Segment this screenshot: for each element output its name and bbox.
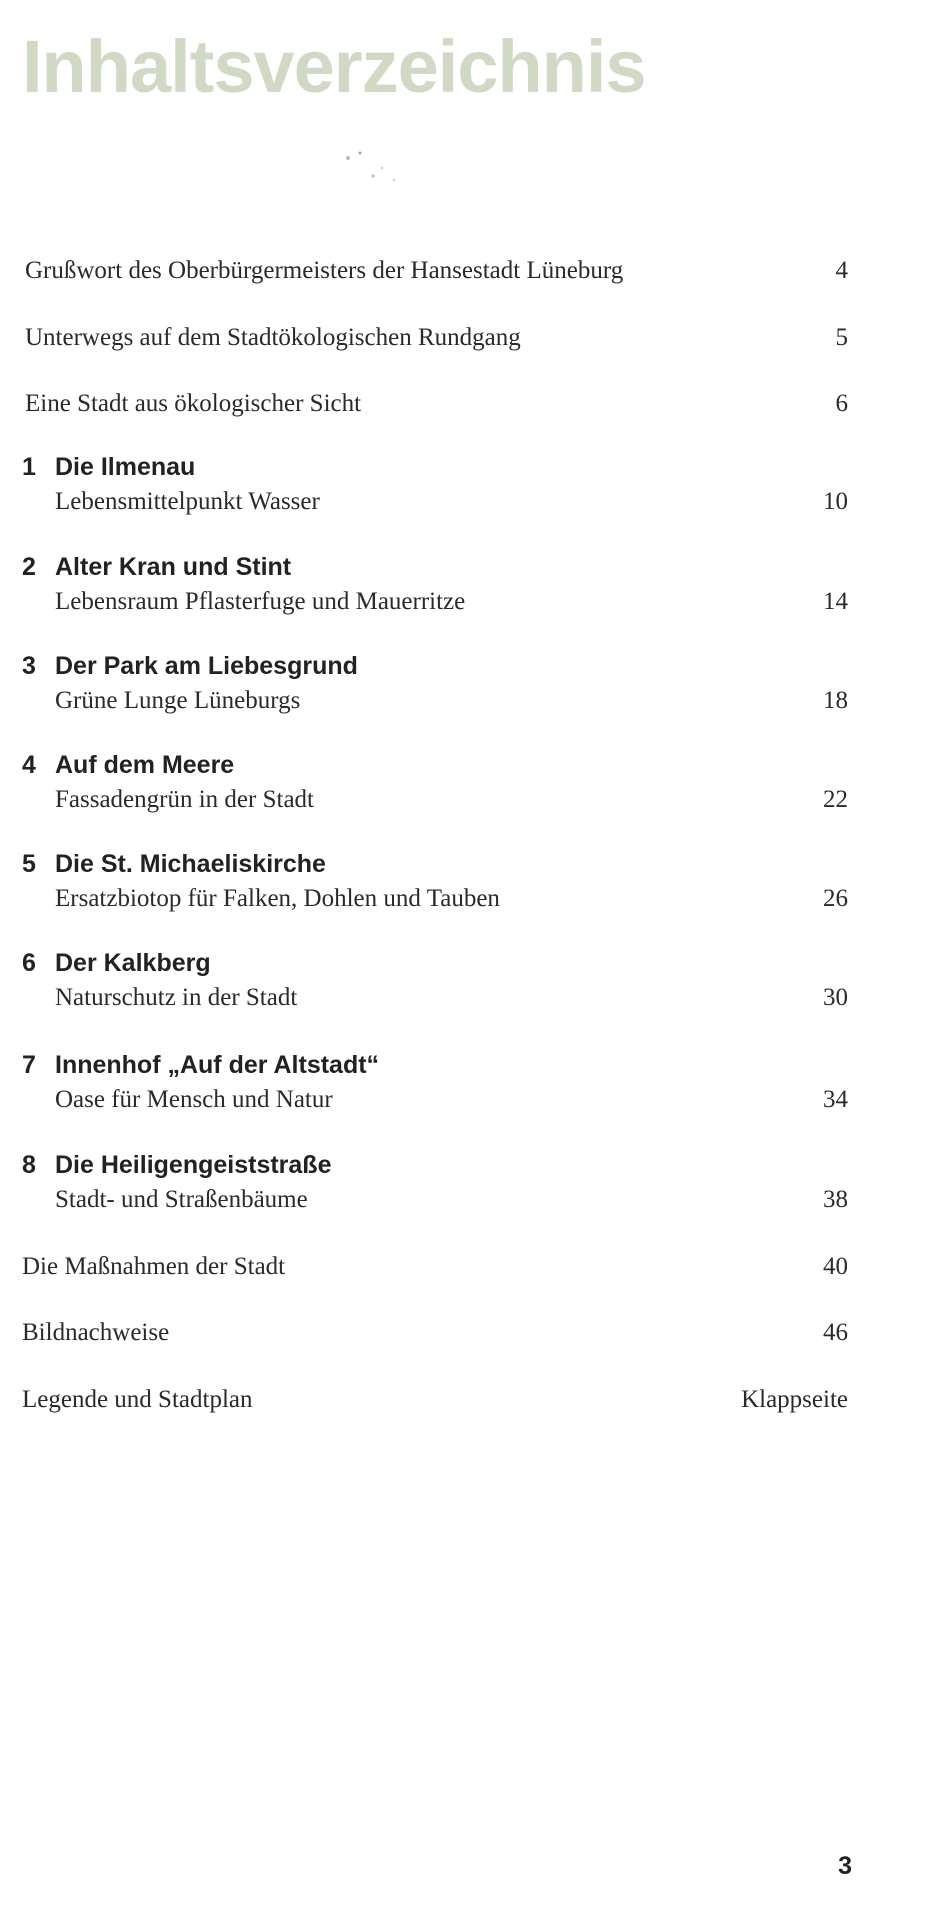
section-page: 22: [823, 786, 848, 813]
section-page: 10: [823, 488, 848, 515]
section-title: Die Ilmenau: [55, 453, 196, 481]
section-subtitle: Naturschutz in der Stadt: [55, 984, 298, 1011]
toc-entry-title: Die Maßnahmen der Stadt: [22, 1253, 286, 1280]
section-page: 26: [823, 885, 848, 912]
section-title: Die St. Michaeliskirche: [55, 850, 326, 878]
section-number: 7: [22, 1051, 36, 1079]
section-title: Innenhof „Auf der Altstadt“: [55, 1051, 380, 1079]
section-page: 30: [823, 984, 848, 1011]
section-title: Die Heiligengeiststraße: [55, 1151, 332, 1179]
toc-entry-page: Klappseite: [741, 1386, 848, 1413]
page-number: 3: [838, 1852, 852, 1880]
page-title: Inhaltsverzeichnis: [22, 25, 646, 108]
section-title: Auf dem Meere: [55, 751, 235, 779]
section-title: Alter Kran und Stint: [55, 553, 292, 581]
section-subtitle: Lebensraum Pflasterfuge und Mauerritze: [55, 588, 466, 615]
section-number: 3: [22, 652, 36, 680]
section-page: 18: [823, 687, 848, 714]
toc-entry-title: Unterwegs auf dem Stadtökologischen Rundgang: [25, 324, 521, 351]
section-subtitle: Oase für Mensch und Natur: [55, 1086, 333, 1113]
toc-entry-title: Bildnachweise: [22, 1319, 170, 1346]
toc-entry-page: 4: [835, 257, 848, 284]
section-number: 4: [22, 751, 36, 779]
section-subtitle: Lebensmittelpunkt Wasser: [55, 488, 320, 515]
section-number: 8: [22, 1151, 36, 1179]
toc-entry-page: 5: [835, 324, 848, 351]
section-page: 38: [823, 1186, 848, 1213]
section-subtitle: Stadt- und Straßenbäume: [55, 1186, 308, 1213]
toc-entry-page: 6: [835, 390, 848, 417]
section-page: 34: [823, 1086, 848, 1113]
toc-entry-title: Eine Stadt aus ökologischer Sicht: [25, 390, 362, 417]
section-subtitle: Fassadengrün in der Stadt: [55, 786, 314, 813]
section-page: 14: [823, 588, 848, 615]
toc-entry-title: Legende und Stadtplan: [22, 1386, 253, 1413]
section-number: 6: [22, 949, 36, 977]
section-title: Der Park am Liebesgrund: [55, 652, 358, 680]
toc-entry-title: Grußwort des Oberbürgermeisters der Hansestadt Lüneburg: [25, 257, 624, 284]
section-subtitle: Grüne Lunge Lüneburgs: [55, 687, 301, 714]
section-number: 5: [22, 850, 36, 878]
section-number: 2: [22, 553, 36, 581]
toc-entry-page: 40: [823, 1253, 848, 1280]
section-number: 1: [22, 453, 36, 481]
section-subtitle: Ersatzbiotop für Falken, Dohlen und Tauben: [55, 885, 500, 912]
section-title: Der Kalkberg: [55, 949, 211, 977]
toc-entry-page: 46: [823, 1319, 848, 1346]
